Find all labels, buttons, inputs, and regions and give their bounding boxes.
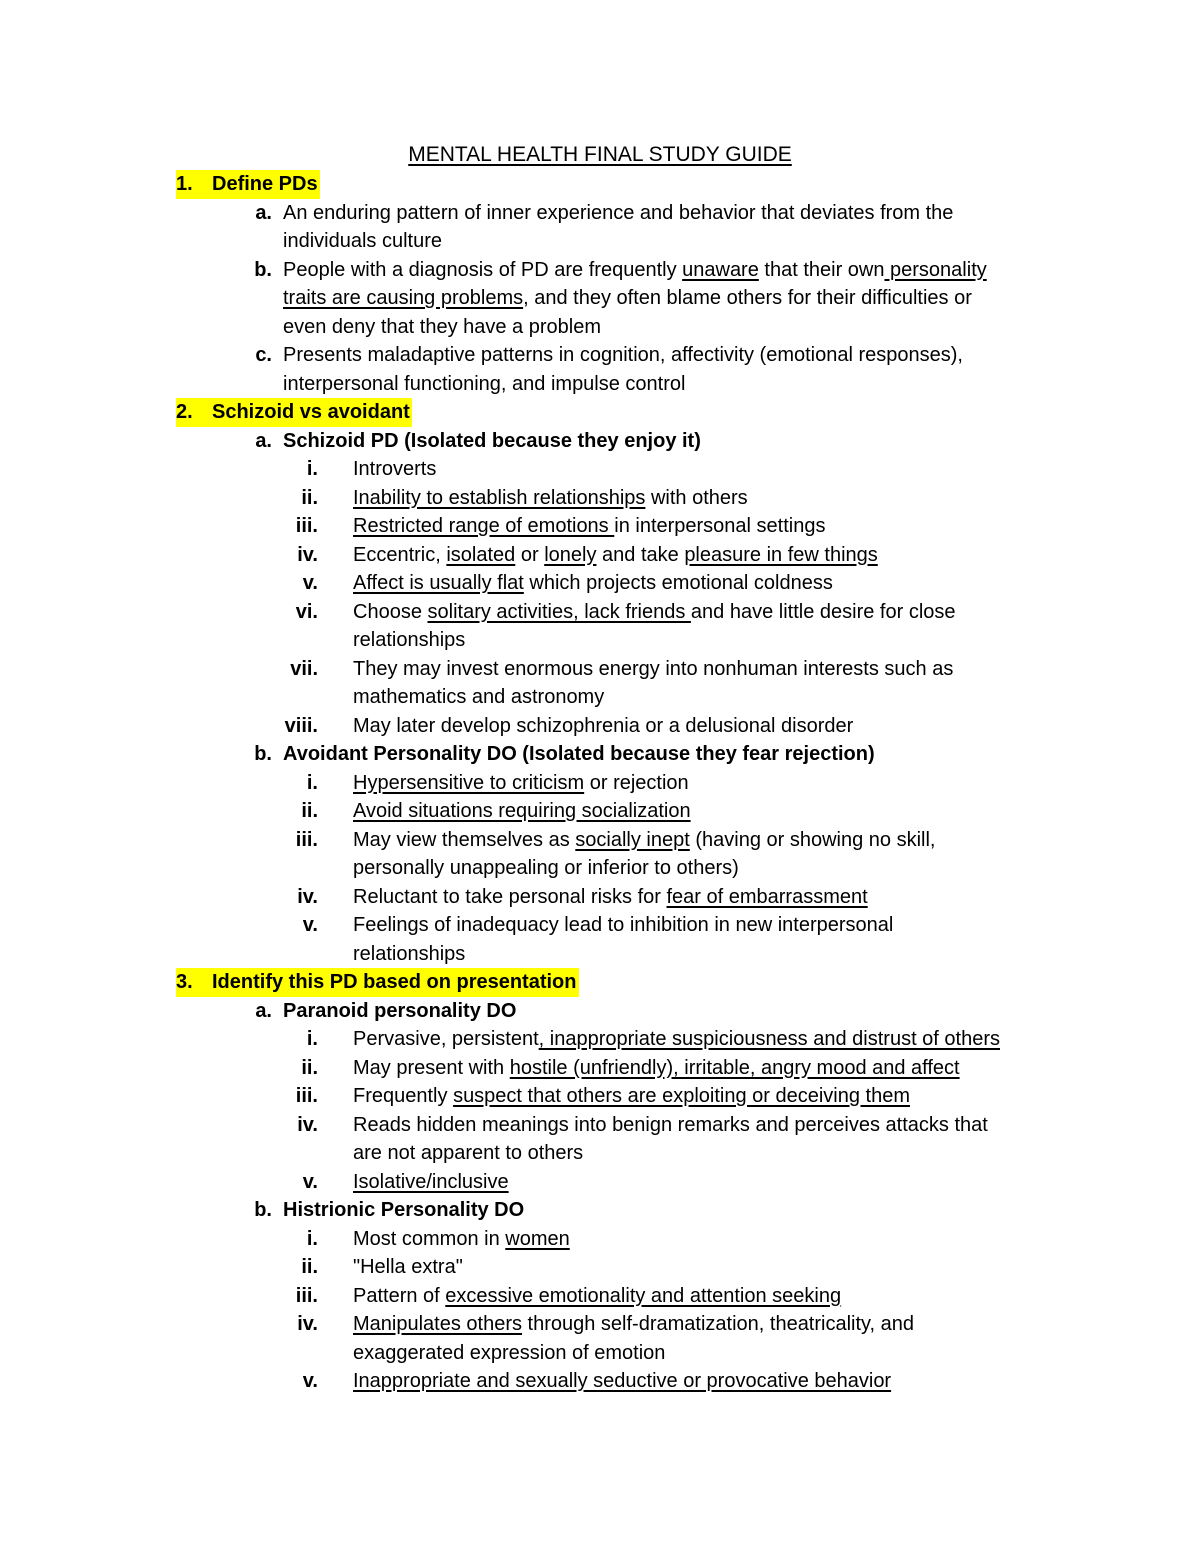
list-item-text (353, 512, 825, 541)
list-marker: v. (302, 1170, 318, 1193)
list-item (0, 1196, 1200, 1225)
list-item-text (353, 1025, 1000, 1054)
text-segment: individuals culture (283, 230, 442, 252)
underlined-text: isolated (446, 543, 516, 566)
list-marker: i. (306, 1028, 318, 1050)
text-segment: Define PDs (212, 173, 318, 195)
list-item (0, 484, 1200, 513)
list-item-text (353, 826, 936, 855)
text-segment: relationships (353, 942, 466, 965)
list-item-continuation (0, 940, 1200, 969)
underlined-text: excessive emotionality and attention seeking (445, 1284, 842, 1307)
underlined-text: Manipulates others (353, 1313, 522, 1335)
list-marker: a. (255, 429, 272, 452)
list-item-text (353, 797, 691, 826)
list-item-text (283, 227, 442, 256)
list-marker: i. (306, 1227, 318, 1250)
text-segment: Avoidant Personality DO (Isolated because they fear rejection) (283, 743, 875, 765)
text-segment: Histrionic Personality DO (283, 1199, 525, 1221)
list-item-text (353, 1082, 910, 1111)
list-marker: v. (302, 1370, 318, 1392)
list-item (0, 712, 1200, 741)
list-item-text (353, 569, 833, 598)
text-segment: or (515, 543, 545, 566)
list-item-text (353, 1253, 463, 1282)
list-item-continuation (0, 854, 1200, 883)
list-marker: viii. (284, 714, 318, 737)
list-item (0, 427, 1200, 456)
text-segment: May view themselves as (353, 828, 576, 851)
text-segment: "Hella extra" (353, 1256, 463, 1278)
list-item-text (353, 940, 465, 969)
text-segment: even deny that they have a problem (283, 315, 601, 338)
text-segment: relationships (353, 629, 466, 651)
underlined-text: lonely (544, 543, 597, 566)
text-segment: through self-dramatization, theatricality, and (521, 1313, 915, 1335)
list-item (0, 826, 1200, 855)
underlined-text: unaware (682, 258, 759, 281)
underlined-text: hostile (unfriendly), irritable, angry mood and affect (509, 1056, 960, 1079)
list-marker: b. (254, 1199, 272, 1221)
underlined-text: women (505, 1227, 570, 1250)
underlined-text: fear of embarrassment (666, 885, 868, 908)
list-marker: a. (255, 201, 272, 224)
list-marker: vii. (290, 657, 318, 680)
list-item (0, 1168, 1200, 1197)
text-segment: mathematics and astronomy (353, 686, 605, 708)
list-item-text (283, 341, 963, 370)
underlined-text: Affect is usually flat (353, 572, 524, 594)
text-segment: May later develop schizophrenia or a delusional disorder (353, 714, 854, 737)
list-item (0, 997, 1200, 1026)
list-marker: b. (254, 258, 272, 281)
list-marker: 1. (176, 170, 206, 199)
list-item-continuation (0, 626, 1200, 655)
list-item (0, 883, 1200, 912)
text-segment: which projects emotional coldness (523, 572, 833, 594)
list-marker: ii. (301, 1256, 318, 1278)
list-item-continuation (0, 227, 1200, 256)
list-marker: iii. (295, 515, 318, 537)
list-item (0, 1082, 1200, 1111)
list-item-text (353, 1168, 509, 1197)
list-item (0, 1310, 1200, 1339)
list-item-text (353, 1054, 960, 1083)
section-heading (0, 170, 1200, 199)
list-item (0, 541, 1200, 570)
list-item-text (353, 883, 868, 912)
list-marker: ii. (301, 486, 318, 509)
text-segment: in interpersonal settings (614, 515, 826, 537)
underlined-text: socially inept (575, 828, 690, 851)
list-item-text (353, 626, 465, 655)
list-item (0, 455, 1200, 484)
list-item-text (283, 313, 601, 342)
text-segment: Choose (353, 600, 428, 623)
list-item (0, 1111, 1200, 1140)
text-segment: interpersonal functioning, and impulse control (283, 372, 686, 395)
text-segment: May present with (353, 1056, 510, 1079)
list-marker: 3. (176, 968, 206, 997)
text-segment: They may invest enormous energy into nonhuman interests such as (353, 657, 954, 680)
text-segment: People with a diagnosis of PD are frequently (283, 258, 683, 281)
underlined-text: Hypersensitive to criticism (353, 771, 585, 794)
list-marker: v. (302, 572, 318, 594)
list-item (0, 797, 1200, 826)
list-item (0, 512, 1200, 541)
section-heading (0, 968, 1200, 997)
list-marker: ii. (301, 1056, 318, 1079)
list-item (0, 569, 1200, 598)
list-marker: a. (255, 999, 272, 1022)
text-segment: Presents maladaptive patterns in cognition, affectivity (emotional responses), (283, 344, 963, 366)
underlined-text: solitary activities, lack friends (427, 600, 691, 623)
section-heading (0, 398, 1200, 427)
underlined-text: pleasure in few things (684, 543, 878, 566)
text-segment: exaggerated expression of emotion (353, 1341, 666, 1364)
text-segment: and have little desire for close (690, 600, 956, 623)
text-segment: are not apparent to others (353, 1142, 584, 1164)
text-segment: Introverts (353, 458, 437, 480)
list-marker: iv. (297, 885, 318, 908)
text-segment: Reads hidden meanings into benign remarks and perceives attacks that (353, 1113, 988, 1136)
list-item (0, 911, 1200, 940)
list-marker: i. (306, 458, 318, 480)
underlined-text: Inappropriate and sexually seductive or provocative behavior (353, 1370, 892, 1392)
list-item-text (353, 1310, 914, 1339)
list-marker: iii. (295, 828, 318, 851)
list-item-text (283, 284, 972, 313)
list-item (0, 1367, 1200, 1396)
list-item-text (353, 1225, 570, 1254)
list-item-continuation (0, 284, 1200, 313)
list-item-text (353, 911, 893, 940)
underlined-text: suspect that others are exploiting or deceiving them (453, 1085, 910, 1107)
underlined-text: Inability to establish relationships (353, 486, 646, 509)
list-item-text (283, 427, 701, 456)
list-item (0, 769, 1200, 798)
list-item (0, 1282, 1200, 1311)
list-item-continuation (0, 370, 1200, 399)
list-item-text (353, 712, 853, 741)
list-item-text (283, 199, 953, 228)
list-marker: v. (302, 914, 318, 936)
list-item (0, 341, 1200, 370)
list-item-text (353, 655, 953, 684)
text-segment: Paranoid personality DO (283, 999, 517, 1022)
list-item-text (353, 1111, 988, 1140)
list-item-text (283, 370, 685, 399)
list-item-text (206, 170, 320, 199)
list-marker: iv. (297, 543, 318, 566)
list-marker: iii. (295, 1085, 318, 1107)
text-segment: Eccentric, (353, 543, 447, 566)
list-item-continuation (0, 683, 1200, 712)
list-item (0, 1054, 1200, 1083)
underlined-text: , inappropriate suspiciousness and distrust of others (538, 1028, 1001, 1050)
list-item-text (353, 541, 878, 570)
underlined-text: Avoid situations requiring socialization (353, 800, 691, 822)
list-item (0, 598, 1200, 627)
list-item-continuation (0, 1139, 1200, 1168)
list-item-continuation (0, 313, 1200, 342)
underlined-text: traits are causing problems (283, 287, 524, 309)
text-segment: Identify this PD based on presentation (212, 971, 577, 993)
list-item-text (353, 1367, 891, 1396)
list-item (0, 1225, 1200, 1254)
list-marker: c. (255, 344, 272, 366)
list-marker: b. (254, 743, 272, 765)
list-item-text (353, 1282, 841, 1311)
list-item-text (353, 683, 604, 712)
list-marker: iv. (297, 1313, 318, 1335)
list-item-text (283, 256, 987, 285)
text-segment: Frequently (353, 1085, 454, 1107)
list-marker: vi. (295, 600, 318, 623)
list-item (0, 199, 1200, 228)
text-segment: Pattern of (353, 1284, 446, 1307)
text-segment: , and they often blame others for their difficulties or (523, 287, 972, 309)
list-marker: iii. (295, 1284, 318, 1307)
text-segment: Reluctant to take personal risks for (353, 885, 667, 908)
text-segment: Schizoid PD (Isolated because they enjoy it) (283, 429, 701, 452)
list-item-text (353, 598, 956, 627)
text-segment: or rejection (584, 771, 689, 794)
text-segment: and take (596, 543, 685, 566)
text-segment: An enduring pattern of inner experience and behavior that deviates from the (283, 201, 954, 224)
list-item-text (353, 769, 689, 798)
list-item-text (353, 455, 436, 484)
text-segment: Most common in (353, 1227, 506, 1250)
list-item-text (206, 398, 412, 427)
list-item-text (353, 854, 739, 883)
underlined-text: Restricted range of emotions (353, 515, 615, 537)
text-segment: (having or showing no skill, (689, 828, 936, 851)
page-title: MENTAL HEALTH FINAL STUDY GUIDE (408, 143, 792, 166)
text-segment: that their own (758, 258, 885, 281)
text-segment: with others (645, 486, 748, 509)
list-item-text (353, 1139, 583, 1168)
list-item (0, 740, 1200, 769)
list-item-text (353, 1339, 665, 1368)
text-segment: Feelings of inadequacy lead to inhibition in new interpersonal (353, 914, 894, 936)
list-item-text (206, 968, 579, 997)
list-item (0, 1253, 1200, 1282)
list-item-text (283, 1196, 524, 1225)
list-marker: iv. (297, 1113, 318, 1136)
list-item-text (283, 740, 875, 769)
list-marker: 2. (176, 398, 206, 427)
list-marker: ii. (301, 800, 318, 822)
list-item (0, 1025, 1200, 1054)
text-segment: Schizoid vs avoidant (212, 401, 410, 423)
underlined-text: Isolative/inclusive (353, 1170, 509, 1193)
list-item (0, 655, 1200, 684)
underlined-text: personality (884, 258, 987, 281)
list-item-text (353, 484, 748, 513)
text-segment: personally unappealing or inferior to others) (353, 857, 739, 879)
text-segment: Pervasive, persistent (353, 1028, 539, 1050)
study-guide-outline (0, 170, 1200, 1396)
list-item (0, 256, 1200, 285)
list-marker: i. (306, 771, 318, 794)
list-item-text (283, 997, 516, 1026)
list-item-continuation (0, 1339, 1200, 1368)
